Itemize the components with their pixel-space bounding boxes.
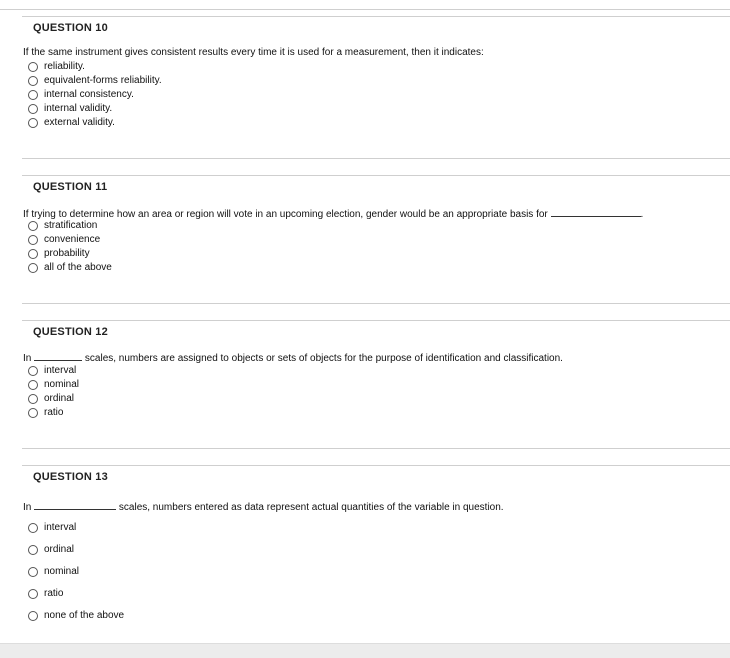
option-label: nominal xyxy=(44,379,80,390)
question-10-option-3[interactable] xyxy=(28,88,134,101)
radio-button[interactable] xyxy=(28,394,38,404)
radio-button[interactable] xyxy=(28,76,38,86)
option-label: ratio xyxy=(44,588,64,599)
radio-button[interactable] xyxy=(28,567,38,577)
option-label: interval xyxy=(44,522,77,533)
question-12-bottom-divider xyxy=(22,448,730,449)
radio-button[interactable] xyxy=(28,235,38,245)
answer-blank xyxy=(551,207,641,217)
option-label: nominal xyxy=(44,566,80,577)
question-12-title: QUESTION 12 xyxy=(33,326,108,338)
question-13-top-divider xyxy=(22,465,730,466)
question-10-option-2[interactable] xyxy=(28,74,162,87)
question-10-option-5[interactable] xyxy=(28,116,115,129)
question-13-option-1[interactable] xyxy=(28,521,76,534)
radio-button[interactable] xyxy=(28,545,38,555)
question-11-text xyxy=(23,207,643,220)
question-12-option-1[interactable] xyxy=(28,364,76,377)
question-13-text xyxy=(23,500,504,513)
question-11-option-1[interactable] xyxy=(28,219,97,232)
question-12-text xyxy=(23,351,563,364)
question-12-option-4[interactable] xyxy=(28,406,63,419)
option-label: reliability. xyxy=(44,61,85,72)
question-11-text-before: If trying to determine how an area or region will vote in an upcoming election, gender would be an appropriate basis for xyxy=(23,209,548,220)
question-12-text-after: scales, numbers are assigned to objects or sets of objects for the purpose of identification and classification. xyxy=(84,353,563,364)
question-13-title: QUESTION 13 xyxy=(33,471,108,483)
question-11-option-4[interactable] xyxy=(28,261,112,274)
option-label: stratification xyxy=(44,220,98,231)
question-13-option-5[interactable] xyxy=(28,609,124,622)
radio-button[interactable] xyxy=(28,104,38,114)
radio-button[interactable] xyxy=(28,523,38,533)
radio-button[interactable] xyxy=(28,408,38,418)
question-13-option-3[interactable] xyxy=(28,565,79,578)
option-label: ordinal xyxy=(44,544,75,555)
question-10-text: If the same instrument gives consistent results every time it is used for a measurement, then it indicates: xyxy=(23,47,484,58)
question-11-option-3[interactable] xyxy=(28,247,90,260)
page-footer-bar xyxy=(0,643,730,658)
radio-button[interactable] xyxy=(28,263,38,273)
top-divider xyxy=(0,9,730,10)
question-10-option-1[interactable] xyxy=(28,60,85,73)
radio-button[interactable] xyxy=(28,611,38,621)
question-12-top-divider xyxy=(22,320,730,321)
answer-blank xyxy=(34,500,116,510)
option-label: interval xyxy=(44,365,77,376)
option-label: all of the above xyxy=(44,262,112,273)
radio-button[interactable] xyxy=(28,221,38,231)
radio-button[interactable] xyxy=(28,62,38,72)
question-10-option-4[interactable] xyxy=(28,102,112,115)
question-11-top-divider xyxy=(22,175,730,176)
option-label: equivalent-forms reliability. xyxy=(44,75,162,86)
radio-button[interactable] xyxy=(28,249,38,259)
question-11-text-after: . xyxy=(640,209,644,220)
option-label: internal validity. xyxy=(44,103,113,114)
option-label: ordinal xyxy=(44,393,75,404)
option-label: convenience xyxy=(44,234,101,245)
option-label: ratio xyxy=(44,407,64,418)
answer-blank xyxy=(34,351,82,361)
radio-button[interactable] xyxy=(28,90,38,100)
question-11-title: QUESTION 11 xyxy=(33,181,108,193)
question-12-option-3[interactable] xyxy=(28,392,74,405)
question-10-bottom-divider xyxy=(22,158,730,159)
radio-button[interactable] xyxy=(28,589,38,599)
radio-button[interactable] xyxy=(28,118,38,128)
question-13-text-after: scales, numbers entered as data represent actual quantities of the variable in question. xyxy=(118,502,504,513)
radio-button[interactable] xyxy=(28,380,38,390)
option-label: probability xyxy=(44,248,90,259)
question-10-top-divider xyxy=(22,16,730,17)
question-12-option-2[interactable] xyxy=(28,378,79,391)
option-label: internal consistency. xyxy=(44,89,134,100)
question-11-option-2[interactable] xyxy=(28,233,100,246)
question-13-text-before: In xyxy=(23,502,32,513)
question-11-bottom-divider xyxy=(22,303,730,304)
question-12-text-before: In xyxy=(23,353,32,364)
question-13-option-2[interactable] xyxy=(28,543,74,556)
option-label: none of the above xyxy=(44,610,125,621)
option-label: external validity. xyxy=(44,117,115,128)
radio-button[interactable] xyxy=(28,366,38,376)
question-10-title: QUESTION 10 xyxy=(33,22,108,34)
question-13-option-4[interactable] xyxy=(28,587,63,600)
